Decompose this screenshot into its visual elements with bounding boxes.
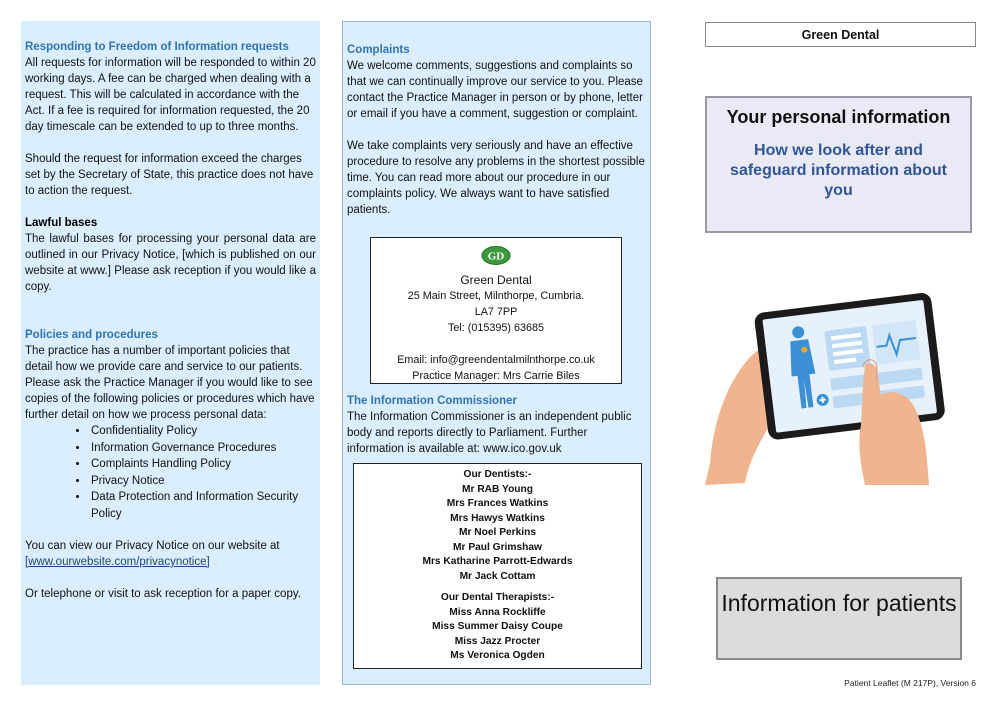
list-item: • Data Protection and Information Security Policy xyxy=(89,489,316,522)
footer-version: Patient Leaflet (M 217P), Version 6 xyxy=(844,678,976,688)
list-item: Miss Anna Rockliffe xyxy=(449,606,546,618)
list-item: Mrs Katharine Parrott-Edwards xyxy=(422,556,573,567)
policies-list xyxy=(25,423,316,522)
policies-text: The practice has a number of important policies that detail how we provide care and service to our patients. Please ask the Practice Manager if you would like to see copies of the following policies or procedures which have further detail on how we process personal data: xyxy=(25,345,315,421)
info-subtitle: How we look after and safeguard information about you xyxy=(730,142,947,199)
patients-title-box: Information for patients xyxy=(716,577,962,660)
green-dental-logo-icon xyxy=(481,246,511,265)
complaints-heading: Complaints xyxy=(347,44,410,56)
list-item: Mr Noel Perkins xyxy=(459,527,536,538)
address-manager: Practice Manager: Mrs Carrie Biles xyxy=(412,370,580,382)
lawful-heading: Lawful bases xyxy=(25,217,98,229)
list-item: • Information Governance Procedures xyxy=(89,440,316,457)
address-tel: Tel: (015395) 63685 xyxy=(447,322,545,334)
foi-text: All requests for information will be responded to within 20 working days. A fee can be charged when dealing with a request. This will be calculated in accordance with the Act. If a fee is required for information requested, the 20 day timescale can be extended to up to three months. xyxy=(25,57,316,133)
therapists-heading: Our Dental Therapists:- xyxy=(440,592,555,603)
complaints-text-2: We take complaints very seriously and have an effective procedure to resolve any problems in the shortest possible time. You can read more about our procedure in our complaints policy. We always want to have satisfied patients. xyxy=(347,140,645,216)
telephone-text: Or telephone or visit to ask reception for a paper copy. xyxy=(25,588,301,600)
complaints-text: We welcome comments, suggestions and complaints so that we can continually improve our service to you. Please contact the Practice Manager in person or by phone, letter or email if you have a comment, suggestion or complaint. xyxy=(347,60,643,120)
list-item: Mr Paul Grimshaw xyxy=(453,541,542,553)
ico-text: The Information Commissioner is an independent public body and reports directly to Parliament. Further information is available at: www.ico.gov.uk xyxy=(347,411,632,455)
list-item: Mr RAB Young xyxy=(462,483,533,495)
list-item: Mr Jack Cottam xyxy=(459,570,536,582)
list-item: Mrs Hawys Watkins xyxy=(450,512,545,524)
address-postcode: LA7 7PP xyxy=(474,306,518,318)
foi-text-2: Should the request for information exceed the charges set by the Secretary of State, this practice does not have to action the request. xyxy=(25,153,314,197)
address-email: Email: info@greendentalmilnthorpe.co.uk xyxy=(397,354,595,366)
left-panel xyxy=(21,21,320,685)
foi-heading: Responding to Freedom of Information requests xyxy=(25,41,289,53)
ico-heading: The Information Commissioner xyxy=(347,395,517,407)
view-text: You can view our Privacy Notice on our website at xyxy=(25,540,280,552)
address-street: 25 Main Street, Milnthorpe, Cumbria. xyxy=(407,290,585,302)
list-item: • Confidentiality Policy xyxy=(89,423,316,440)
info-title: Your personal information xyxy=(726,107,951,127)
list-item: Mrs Frances Watkins xyxy=(446,498,549,509)
privacy-notice-link[interactable]: [www.ourwebsite.com/privacynotice] xyxy=(25,556,210,568)
list-item: Miss Summer Daisy Coupe xyxy=(432,621,563,632)
middle-panel xyxy=(342,21,651,685)
tablet-medical-illustration-icon xyxy=(705,285,955,485)
personal-info-box xyxy=(705,96,972,233)
staff-box xyxy=(353,463,642,669)
svg-text:GD: GD xyxy=(487,250,505,263)
list-item: Ms Veronica Ogden xyxy=(450,650,545,661)
list-item: Miss Jazz Procter xyxy=(454,635,541,647)
list-item: • Complaints Handling Policy xyxy=(89,456,316,473)
lawful-text: The lawful bases for processing your personal data are outlined in our Privacy Notice, [which is published on our website at www.] Please ask reception if you would like a copy. xyxy=(25,233,316,293)
practice-name-box: Green Dental xyxy=(705,22,976,47)
policies-heading: Policies and procedures xyxy=(25,329,158,341)
list-item: • Privacy Notice xyxy=(89,473,316,490)
address-name: Green Dental xyxy=(460,273,532,287)
address-box xyxy=(370,237,622,384)
dentists-heading: Our Dentists:- xyxy=(463,469,532,480)
